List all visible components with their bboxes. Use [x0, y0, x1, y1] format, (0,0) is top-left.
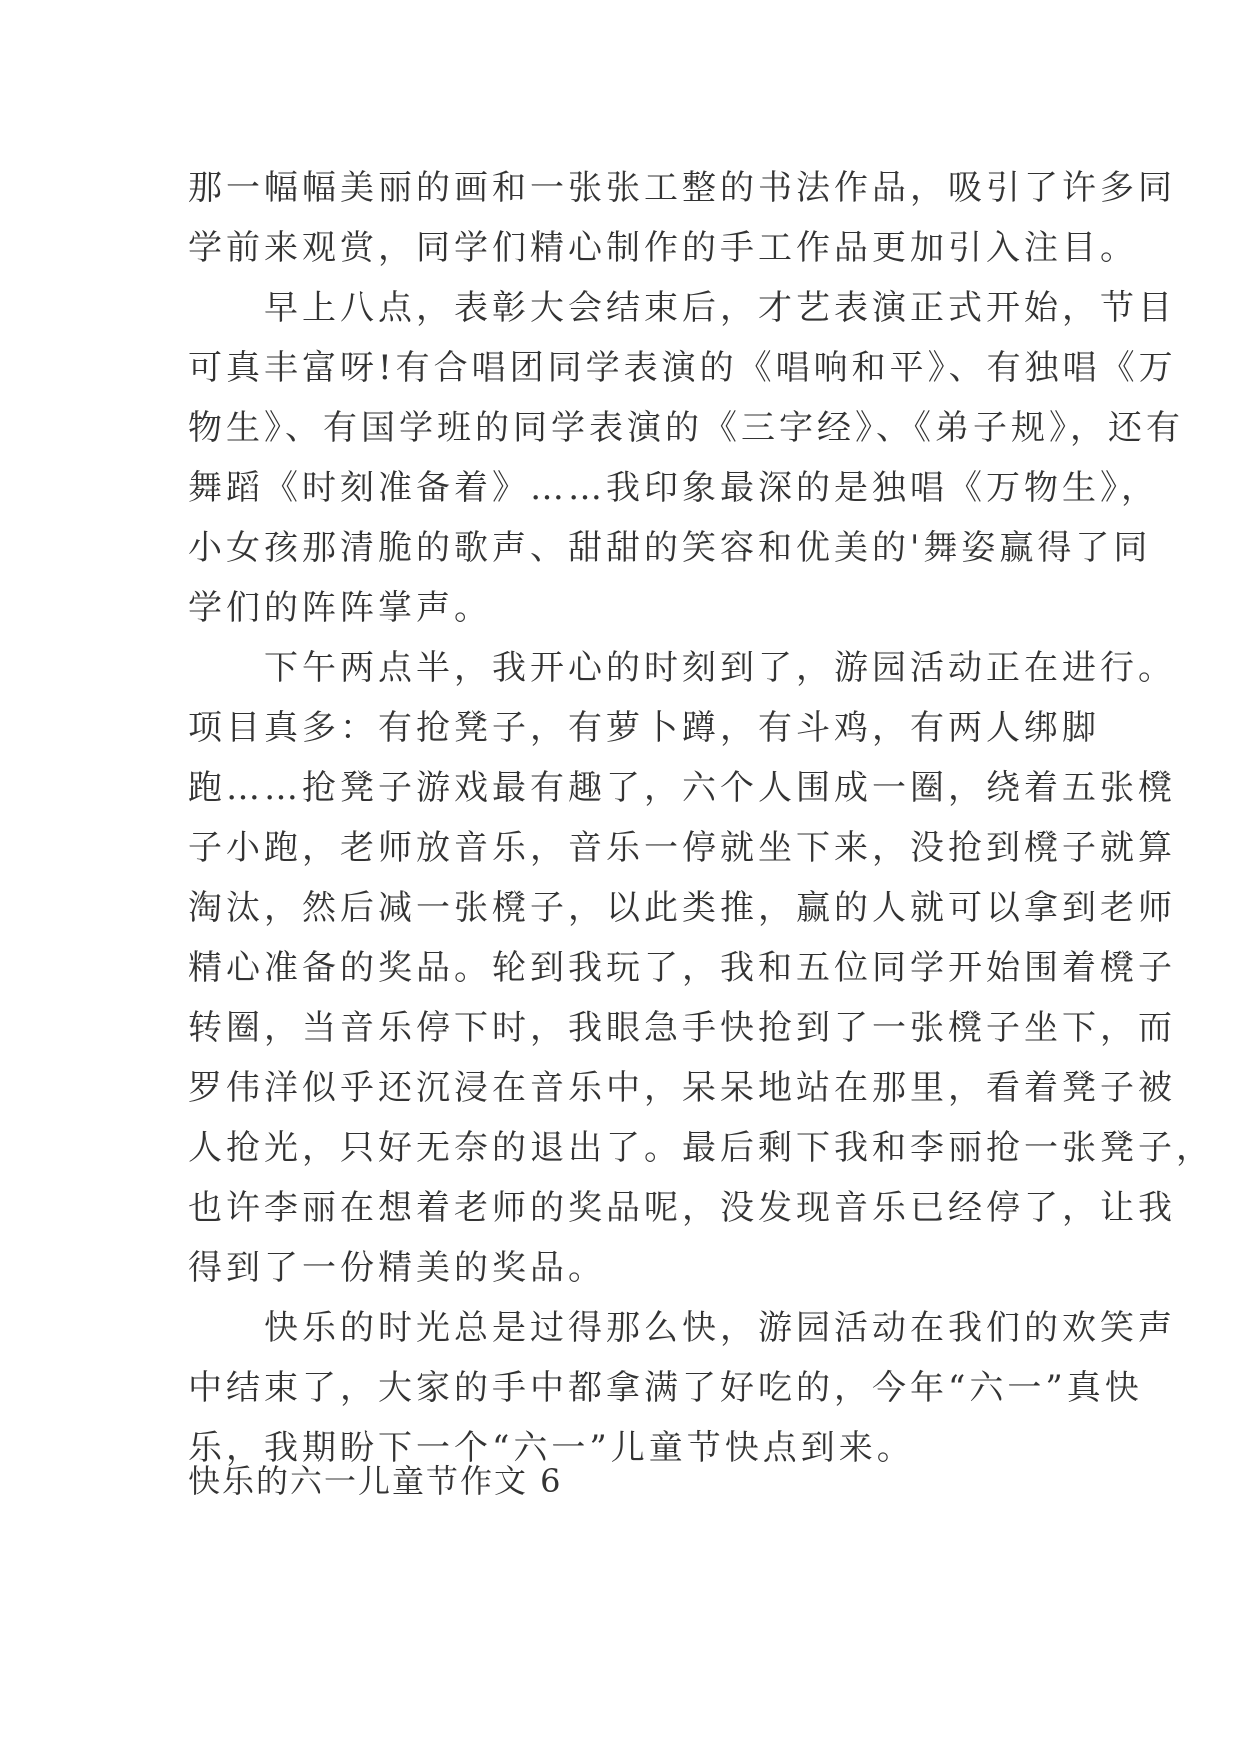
paragraph-2 — [188, 278, 1184, 638]
paragraph-3 — [188, 638, 1214, 1298]
text-line: 那一幅幅美丽的画和一张张工整的书法作品，吸引了许多同 — [188, 168, 1176, 208]
text-line: 跑……抢凳子游戏最有趣了，六个人围成一圈，绕着五张櫈 — [188, 768, 1176, 808]
text-line: 罗伟洋似乎还沉浸在音乐中，呆呆地站在那里，看着凳子被 — [188, 1068, 1176, 1108]
text-line: 得到了一份精美的奖品。 — [188, 1248, 606, 1288]
text-line: 也许李丽在想着老师的奖品呢，没发现音乐已经停了，让我 — [188, 1188, 1176, 1228]
text-line: 项目真多：有抢凳子，有萝卜蹲，有斗鸡，有两人绑脚 — [188, 708, 1100, 748]
text-line: 转圈，当音乐停下时，我眼急手快抢到了一张櫈子坐下，而 — [188, 1008, 1176, 1048]
text-line: 舞蹈《时刻准备着》……我印象最深的是独唱《万物生》， — [188, 468, 1159, 508]
text-line: 人抢光，只好无奈的退出了。最后剩下我和李丽抢一张凳子， — [188, 1128, 1214, 1168]
paragraph-1 — [188, 158, 1176, 278]
text-line: 快乐的时光总是过得那么快，游园活动在我们的欢笑声 — [264, 1308, 1176, 1348]
text-line: 乐，我期盼下一个“六一”儿童节快点到来。 — [188, 1428, 915, 1468]
text-line: 小女孩那清脆的歌声、甜甜的笑容和优美的'舞姿赢得了同 — [188, 528, 1152, 568]
text-line: 可真丰富呀!有合唱团同学表演的《唱响和平》、有独唱《万 — [188, 348, 1177, 388]
section-heading: 快乐的六一儿童节作文 6 — [188, 1462, 563, 1500]
text-line: 下午两点半，我开心的时刻到了，游园活动正在进行。 — [264, 648, 1176, 688]
text-line: 中结束了，大家的手中都拿满了好吃的，今年“六一”真快 — [188, 1368, 1143, 1408]
text-line: 子小跑，老师放音乐，音乐一停就坐下来，没抢到櫈子就算 — [188, 828, 1176, 868]
text-line: 早上八点，表彰大会结束后，才艺表演正式开始，节目 — [264, 288, 1176, 328]
text-line: 物生》、有国学班的同学表演的《三字经》、《弟子规》，还有 — [188, 408, 1184, 448]
text-line: 精心准备的奖品。轮到我玩了，我和五位同学开始围着櫈子 — [188, 948, 1176, 988]
text-line: 学们的阵阵掌声。 — [188, 588, 492, 628]
paragraph-4 — [188, 1298, 1176, 1478]
text-line: 淘汰，然后减一张櫈子，以此类推，赢的人就可以拿到老师 — [188, 888, 1176, 928]
text-line: 学前来观赏，同学们精心制作的手工作品更加引入注目。 — [188, 228, 1138, 268]
essay-body — [188, 158, 1214, 1478]
